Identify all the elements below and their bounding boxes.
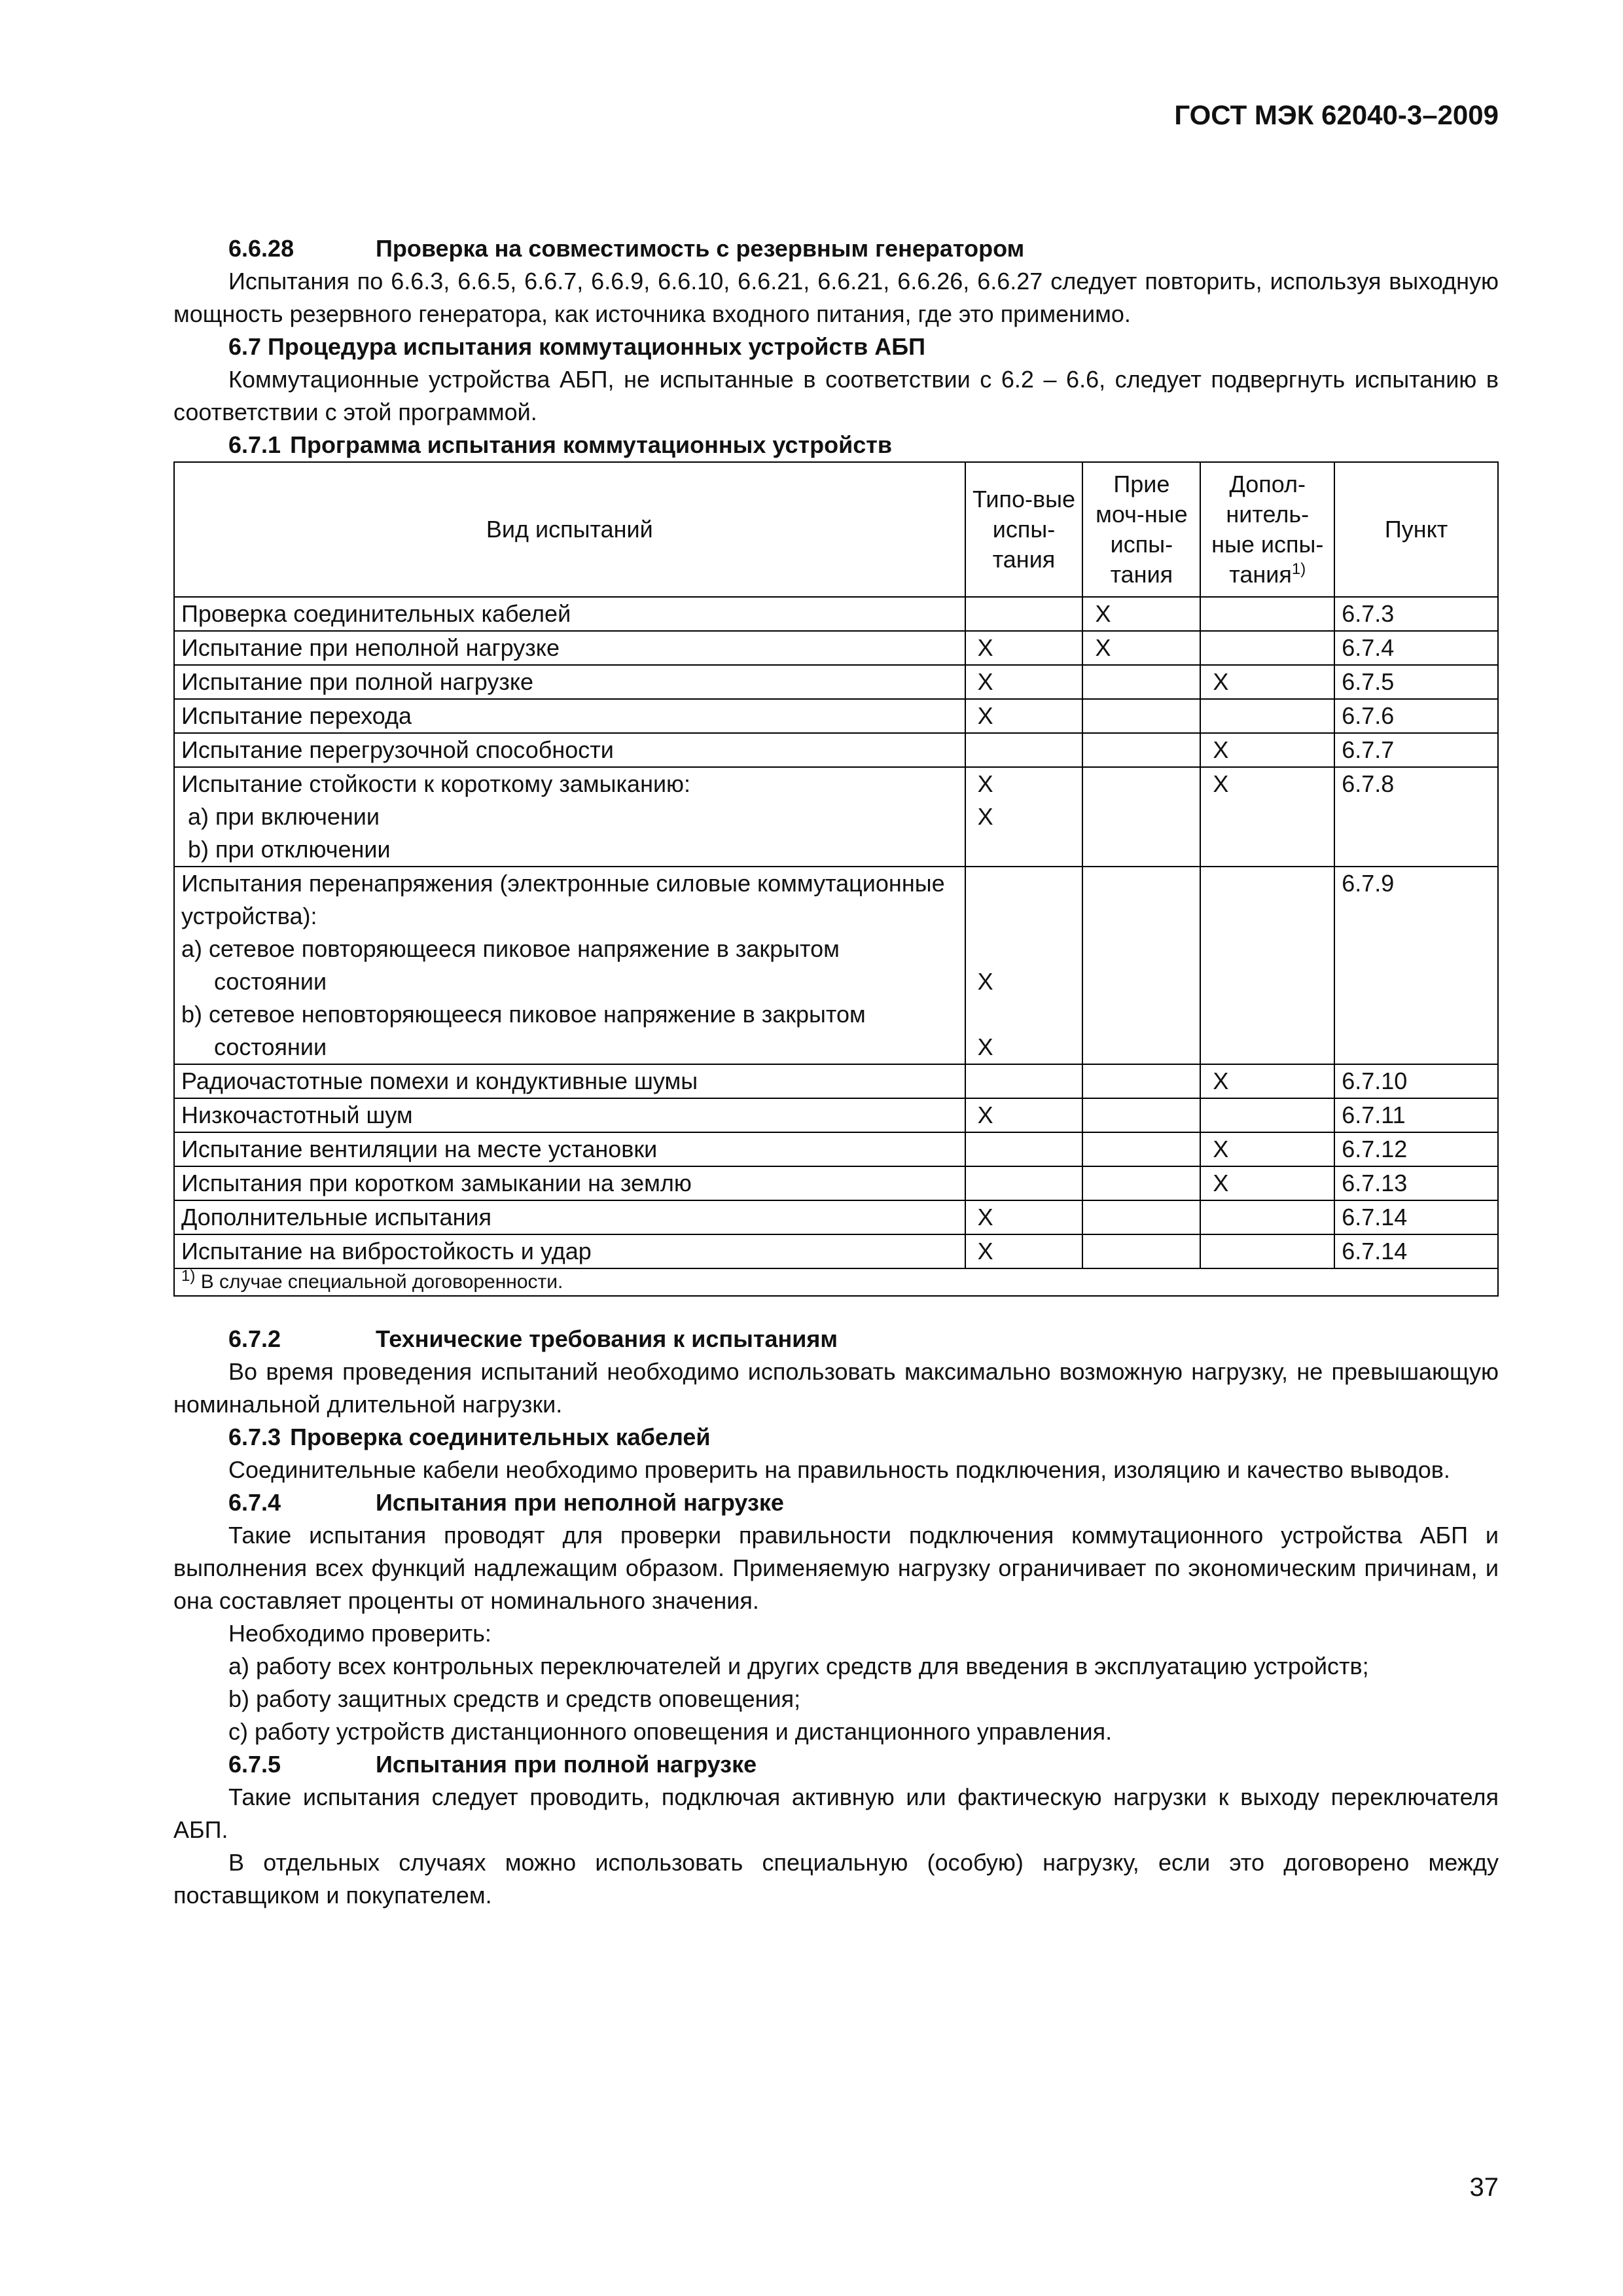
section-6-7-2-heading: 6.7.2 Технические требования к испытаниям bbox=[228, 1325, 838, 1352]
header-type-tests: Типо-вые испы-тания bbox=[965, 462, 1083, 597]
section-6-6-28-heading: 6.6.28 Проверка на совместимость с резервным генератором bbox=[228, 235, 1025, 262]
table-row: Испытание перегрузочной способности X 6.7.7 bbox=[174, 733, 1498, 767]
section-6-7-3-heading: 6.7.3 Проверка соединительных кабелей bbox=[228, 1424, 711, 1450]
table-footnote: $^{1)}$ В случае специальной договоренности. bbox=[174, 1268, 1498, 1296]
header-acceptance-tests: Прие моч-ные испы-тания bbox=[1082, 462, 1200, 597]
table-row: Проверка соединительных кабелей X 6.7.3 bbox=[174, 597, 1498, 631]
section-6-7-4-check-intro: Необходимо проверить: bbox=[228, 1620, 491, 1647]
list-item: a) работу всех контрольных переключателей и других средств для введения в эксплуатацию устройств; bbox=[228, 1653, 1369, 1679]
list-item: b) работу защитных средств и средств оповещения; bbox=[228, 1685, 801, 1712]
section-6-7-5-text-1: Такие испытания следует проводить, подключая активную или фактическую нагрузки к выходу переключателя АБП. bbox=[173, 1784, 1499, 1843]
table-row: Испытание перехода X 6.7.6 bbox=[174, 699, 1498, 733]
section-6-7-5-text-2: В отдельных случаях можно использовать специальную (особую) нагрузку, если это договорено между поставщиком и покупателем. bbox=[173, 1849, 1499, 1909]
section-6-7-4-text: Такие испытания проводят для проверки правильности подключения коммутационного устройства АБП и выполнения всех функций надлежащим образом. Применяемую нагрузку ограничивает по экономическим причинам, и она составляет проценты от номинального значения. bbox=[173, 1522, 1499, 1614]
table-row: Испытание при полной нагрузке X X 6.7.5 bbox=[174, 665, 1498, 699]
section-6-7-3-text: Соединительные кабели необходимо проверить на правильность подключения, изоляцию и качество выводов. bbox=[228, 1456, 1450, 1483]
table-row: Испытание при неполной нагрузке X X 6.7.4 bbox=[174, 631, 1498, 665]
section-6-7-2-text: Во время проведения испытаний необходимо использовать максимально возможную нагрузку, не превышающую номинальной длительной нагрузки. bbox=[173, 1358, 1499, 1418]
table-row: Радиочастотные помехи и кондуктивные шумы X 6.7.10 bbox=[174, 1064, 1498, 1098]
section-6-6-28-text: Испытания по 6.6.3, 6.6.5, 6.6.7, 6.6.9, 6.6.10, 6.6.21, 6.6.21, 6.6.26, 6.6.27 следует повторить, используя выходную мощность резервного генератора, как источника входного питания, где это применимо. bbox=[173, 268, 1499, 327]
table-header-row bbox=[174, 462, 1498, 597]
document-header: ГОСТ МЭК 62040-3–2009 bbox=[1174, 99, 1499, 130]
section-6-7-text: Коммутационные устройства АБП, не испытанные в соответствии с 6.2 – 6.6, следует подвергнуть испытанию в соответствии с этой программой. bbox=[173, 366, 1499, 425]
section-6-7-heading: 6.7 Процедура испытания коммутационных устройств АБП bbox=[228, 333, 925, 360]
test-program-table bbox=[173, 461, 1499, 1297]
header-test-type: Вид испытаний bbox=[174, 462, 965, 597]
header-clause: Пункт bbox=[1334, 462, 1498, 597]
page-number: 37 bbox=[1469, 2173, 1499, 2202]
table-row: Низкочастотный шум X 6.7.11 bbox=[174, 1098, 1498, 1132]
header-additional-tests: Допол-нитель-ные испы-тания$^{1)}$ bbox=[1200, 462, 1334, 597]
document-body bbox=[173, 232, 1499, 1912]
table-row: Испытание стойкости к короткому замыканию: a) при включении b) при отключении X X X 6.7.8 bbox=[174, 767, 1498, 867]
table-row: Испытания при коротком замыкании на землю X 6.7.13 bbox=[174, 1166, 1498, 1200]
section-6-7-1-heading: 6.7.1 Программа испытания коммутационных устройств bbox=[228, 431, 893, 458]
table-footnote-row bbox=[174, 1268, 1498, 1296]
table-row: Дополнительные испытания X 6.7.14 bbox=[174, 1200, 1498, 1234]
table-row: Испытания перенапряжения (электронные силовые коммутационные устройства): a) сетевое повторяющееся пиковое напряжение в закрытом состоянии b) сетевое неповторяющееся пиковое напряжение в закрытом состоянии X X 6.7.9 bbox=[174, 867, 1498, 1064]
table-row: Испытание вентиляции на месте установки X 6.7.12 bbox=[174, 1132, 1498, 1166]
table-row: Испытание на вибростойкость и удар X 6.7.14 bbox=[174, 1234, 1498, 1268]
list-item: c) работу устройств дистанционного оповещения и дистанционного управления. bbox=[228, 1718, 1113, 1745]
section-6-7-5-heading: 6.7.5 Испытания при полной нагрузке bbox=[228, 1751, 757, 1778]
section-6-7-4-heading: 6.7.4 Испытания при неполной нагрузке bbox=[228, 1489, 784, 1516]
